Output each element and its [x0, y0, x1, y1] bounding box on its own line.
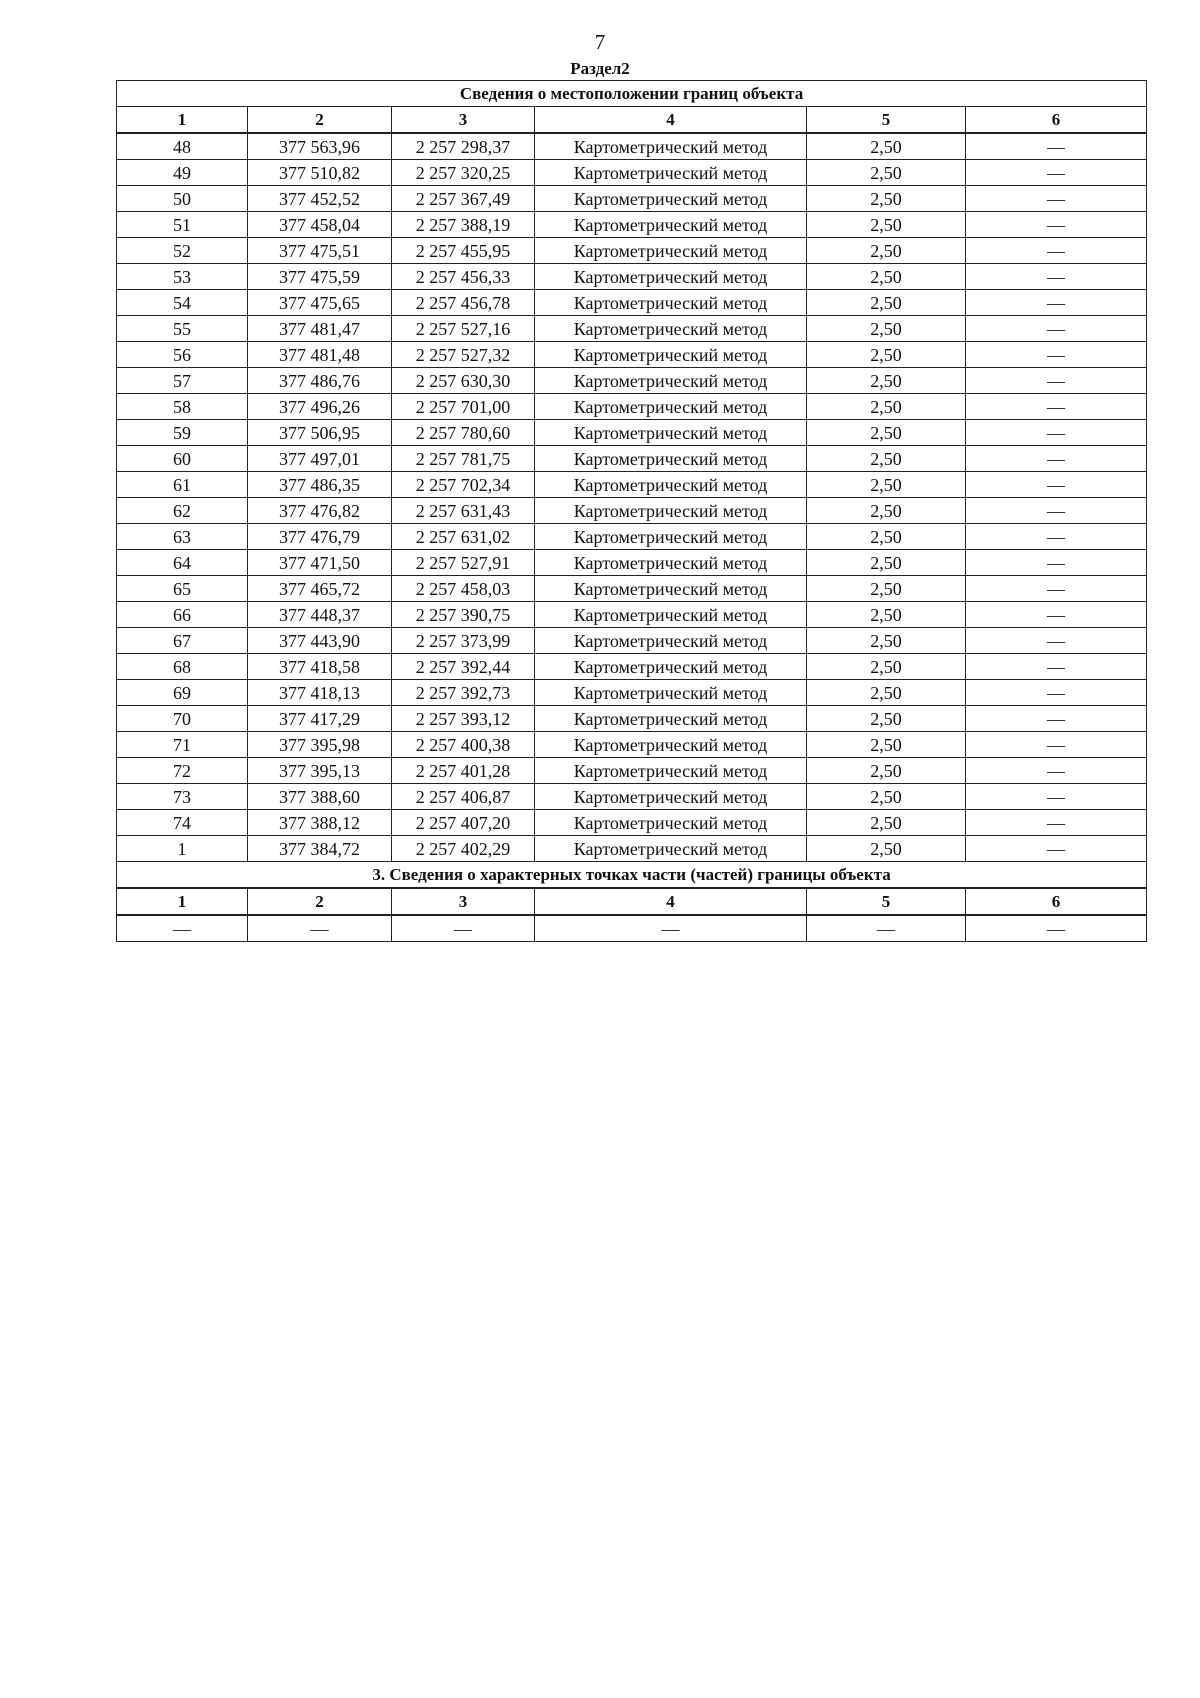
- table-row-cell: 64: [117, 550, 248, 576]
- table-row-cell: 377 481,47: [248, 316, 392, 342]
- table-row: [117, 602, 1147, 628]
- table-row-cell: —: [966, 784, 1147, 810]
- table-row-cell: 55: [117, 316, 248, 342]
- table-row-cell: 48: [117, 133, 248, 160]
- table-row-cell: 2,50: [807, 498, 966, 524]
- table-row-cell: —: [966, 394, 1147, 420]
- table-row: [117, 212, 1147, 238]
- table-row: [117, 732, 1147, 758]
- section-title: Раздел2: [570, 59, 630, 78]
- table-row-cell: Картометрический метод: [535, 290, 807, 316]
- table-row-cell: 2 257 388,19: [392, 212, 535, 238]
- table-row-cell: 2,50: [807, 342, 966, 368]
- column-header-row-cell: 3: [392, 888, 535, 915]
- table-row-cell: 377 443,90: [248, 628, 392, 654]
- table-row-cell: 2,50: [807, 446, 966, 472]
- table-row-cell: 2 257 527,91: [392, 550, 535, 576]
- column-header-row-cell: 3: [392, 107, 535, 134]
- table-row: [117, 342, 1147, 368]
- table-row-cell: 377 418,13: [248, 680, 392, 706]
- table-row-cell: 2 257 701,00: [392, 394, 535, 420]
- table-row-cell: —: [966, 446, 1147, 472]
- table-row-cell: 58: [117, 394, 248, 420]
- table-row-cell: 2,50: [807, 758, 966, 784]
- table-row-cell: —: [248, 915, 392, 942]
- table-caption-parts-text: 3. Сведения о характерных точках части (частей) границы объекта: [117, 862, 1147, 889]
- table-row-cell: 377 496,26: [248, 394, 392, 420]
- table-row-cell: Картометрический метод: [535, 810, 807, 836]
- table-row-cell: Картометрический метод: [535, 550, 807, 576]
- table-row-cell: —: [966, 706, 1147, 732]
- table-row-cell: Картометрический метод: [535, 186, 807, 212]
- table-row-cell: 2 257 298,37: [392, 133, 535, 160]
- column-header-row-cell: 2: [248, 888, 392, 915]
- table-row-cell: 2,50: [807, 706, 966, 732]
- table-row-cell: —: [966, 654, 1147, 680]
- table-row-cell: Картометрический метод: [535, 264, 807, 290]
- table-row-cell: 2 257 401,28: [392, 758, 535, 784]
- table-row: [117, 290, 1147, 316]
- table-row-cell: 69: [117, 680, 248, 706]
- table-row-cell: 2,50: [807, 290, 966, 316]
- table-row-cell: 2,50: [807, 472, 966, 498]
- table-row: [117, 186, 1147, 212]
- table-row-cell: —: [966, 420, 1147, 446]
- table-row-cell: 2,50: [807, 212, 966, 238]
- table-row-cell: 2,50: [807, 524, 966, 550]
- table-row-cell: 2 257 407,20: [392, 810, 535, 836]
- table-row-cell: 2 257 456,78: [392, 290, 535, 316]
- table-row-cell: 2,50: [807, 133, 966, 160]
- table-row-cell: 377 448,37: [248, 602, 392, 628]
- table-row-cell: Картометрический метод: [535, 368, 807, 394]
- table-row: [117, 758, 1147, 784]
- table-row-cell: —: [966, 680, 1147, 706]
- table-row-cell: 377 395,13: [248, 758, 392, 784]
- table-row-cell: 2,50: [807, 160, 966, 186]
- table-row: [117, 446, 1147, 472]
- table-row-cell: Картометрический метод: [535, 758, 807, 784]
- table-row-cell: 2 257 390,75: [392, 602, 535, 628]
- table-row-cell: Картометрический метод: [535, 420, 807, 446]
- table-row-cell: —: [966, 758, 1147, 784]
- table-row-cell: 2,50: [807, 394, 966, 420]
- table-row-cell: 50: [117, 186, 248, 212]
- table-row-cell: Картометрический метод: [535, 342, 807, 368]
- table-row-cell: 2,50: [807, 576, 966, 602]
- table-row-cell: 72: [117, 758, 248, 784]
- table-row-cell: —: [966, 576, 1147, 602]
- table-row: [117, 316, 1147, 342]
- table-row-cell: 2 257 455,95: [392, 238, 535, 264]
- table-row-cell: —: [966, 915, 1147, 942]
- table-row: [117, 706, 1147, 732]
- table-row-cell: 2,50: [807, 602, 966, 628]
- table-row-cell: Картометрический метод: [535, 628, 807, 654]
- table-row-cell: 2 257 631,02: [392, 524, 535, 550]
- table-row-cell: 377 506,95: [248, 420, 392, 446]
- table-row-cell: 2,50: [807, 186, 966, 212]
- table-row-cell: 377 388,12: [248, 810, 392, 836]
- table-row-cell: 2,50: [807, 368, 966, 394]
- table-row-cell: 377 476,82: [248, 498, 392, 524]
- column-header-row: [117, 888, 1147, 915]
- table-row-cell: —: [966, 472, 1147, 498]
- table-row: [117, 420, 1147, 446]
- table-row: [117, 836, 1147, 862]
- table-row-cell: Картометрический метод: [535, 524, 807, 550]
- table-row-cell: Картометрический метод: [535, 212, 807, 238]
- table-row-cell: —: [966, 550, 1147, 576]
- table-row-cell: 49: [117, 160, 248, 186]
- table-row-cell: 73: [117, 784, 248, 810]
- table-row-cell: 377 497,01: [248, 446, 392, 472]
- table-row-cell: —: [966, 602, 1147, 628]
- column-header-row-cell: 1: [117, 107, 248, 134]
- table-row-cell: —: [966, 264, 1147, 290]
- table-row-cell: 2,50: [807, 836, 966, 862]
- table-row-cell: Картометрический метод: [535, 680, 807, 706]
- table-row-cell: 63: [117, 524, 248, 550]
- table-row-cell: 2,50: [807, 654, 966, 680]
- table-row-cell: —: [966, 368, 1147, 394]
- table-row-cell: 377 418,58: [248, 654, 392, 680]
- table-row-cell: 2,50: [807, 420, 966, 446]
- table-row-cell: 2 257 456,33: [392, 264, 535, 290]
- table-row-cell: 2,50: [807, 238, 966, 264]
- table-row-cell: —: [966, 186, 1147, 212]
- table-caption: [117, 81, 1147, 107]
- table-row-cell: Картометрический метод: [535, 706, 807, 732]
- table-row-cell: 67: [117, 628, 248, 654]
- table-row-cell: 377 486,35: [248, 472, 392, 498]
- table-row: [117, 264, 1147, 290]
- column-header-row-cell: 5: [807, 107, 966, 134]
- table-row-cell: Картометрический метод: [535, 836, 807, 862]
- table-row-cell: 66: [117, 602, 248, 628]
- table-caption-parts: [117, 862, 1147, 889]
- table-row-cell: 2 257 780,60: [392, 420, 535, 446]
- table-row-cell: 2 257 367,49: [392, 186, 535, 212]
- table-row-cell: Картометрический метод: [535, 576, 807, 602]
- table-row-cell: 377 481,48: [248, 342, 392, 368]
- column-header-row-cell: 1: [117, 888, 248, 915]
- table-row-cell: 377 475,59: [248, 264, 392, 290]
- table-row-cell: 57: [117, 368, 248, 394]
- table-row: [117, 524, 1147, 550]
- column-header-row-cell: 4: [535, 888, 807, 915]
- table-row-cell: 2 257 631,43: [392, 498, 535, 524]
- table-row-cell: 377 395,98: [248, 732, 392, 758]
- column-header-row-cell: 6: [966, 107, 1147, 134]
- table-row-cell: 2,50: [807, 550, 966, 576]
- table-row-cell: Картометрический метод: [535, 784, 807, 810]
- column-header-row-cell: 6: [966, 888, 1147, 915]
- table-row-cell: 2 257 392,73: [392, 680, 535, 706]
- table-row-cell: 377 465,72: [248, 576, 392, 602]
- table-row-cell: 2,50: [807, 680, 966, 706]
- table-row-cell: 2,50: [807, 628, 966, 654]
- table-row: [117, 680, 1147, 706]
- table-row-cell: —: [966, 498, 1147, 524]
- table-row-cell: —: [966, 524, 1147, 550]
- table-row: [117, 550, 1147, 576]
- table-row-cell: Картометрический метод: [535, 602, 807, 628]
- table-row-cell: 52: [117, 238, 248, 264]
- table-row-cell: 2 257 373,99: [392, 628, 535, 654]
- table-row-cell: Картометрический метод: [535, 238, 807, 264]
- table-row-cell: Картометрический метод: [535, 316, 807, 342]
- table-row-cell: 377 388,60: [248, 784, 392, 810]
- table-row-cell: 56: [117, 342, 248, 368]
- table-row-cell: —: [117, 915, 248, 942]
- table-row: [117, 498, 1147, 524]
- table-row-cell: Картометрический метод: [535, 498, 807, 524]
- table-row-cell: —: [966, 316, 1147, 342]
- table-row-cell: 2 257 527,32: [392, 342, 535, 368]
- table-row: [117, 368, 1147, 394]
- table-row-cell: 2 257 630,30: [392, 368, 535, 394]
- table-row-cell: 377 471,50: [248, 550, 392, 576]
- table-row-cell: 377 384,72: [248, 836, 392, 862]
- table-row-cell: 51: [117, 212, 248, 238]
- boundary-table: [116, 80, 1147, 942]
- table-row-cell: —: [535, 915, 807, 942]
- table-row-cell: —: [966, 160, 1147, 186]
- table-row: [117, 654, 1147, 680]
- table-row-cell: —: [966, 238, 1147, 264]
- table-row: [117, 472, 1147, 498]
- column-header-row-cell: 2: [248, 107, 392, 134]
- table-row-cell: 70: [117, 706, 248, 732]
- table-row: [117, 784, 1147, 810]
- table-row-cell: 2 257 458,03: [392, 576, 535, 602]
- table-row-cell: 54: [117, 290, 248, 316]
- table-row-cell: 60: [117, 446, 248, 472]
- table-row-cell: 2 257 406,87: [392, 784, 535, 810]
- table-row-cell: —: [966, 342, 1147, 368]
- table-row-cell: 71: [117, 732, 248, 758]
- table-row: [117, 394, 1147, 420]
- table-row-cell: —: [966, 836, 1147, 862]
- table-row-cell: 62: [117, 498, 248, 524]
- table-row-cell: 377 475,65: [248, 290, 392, 316]
- table-row-cell: 2 257 702,34: [392, 472, 535, 498]
- table-row-cell: Картометрический метод: [535, 160, 807, 186]
- table-row-cell: 2 257 527,16: [392, 316, 535, 342]
- table-row: [117, 160, 1147, 186]
- table-row-cell: Картометрический метод: [535, 446, 807, 472]
- table-row-cell: 2 257 393,12: [392, 706, 535, 732]
- column-header-row-cell: 5: [807, 888, 966, 915]
- table-row-cell: 377 417,29: [248, 706, 392, 732]
- table-row-cell: 2,50: [807, 264, 966, 290]
- table-row: [117, 810, 1147, 836]
- table-row-cell: 377 510,82: [248, 160, 392, 186]
- table-row-cell: Картометрический метод: [535, 133, 807, 160]
- table-row-cell: —: [966, 732, 1147, 758]
- table-row-cell: 377 475,51: [248, 238, 392, 264]
- table-row-cell: —: [966, 133, 1147, 160]
- table-row-cell: —: [392, 915, 535, 942]
- table-row-cell: 53: [117, 264, 248, 290]
- boundary-table-body: [117, 81, 1147, 942]
- table-row-cell: 377 563,96: [248, 133, 392, 160]
- table-row-cell: 61: [117, 472, 248, 498]
- table-row-cell: 74: [117, 810, 248, 836]
- table-row-cell: Картометрический метод: [535, 394, 807, 420]
- table-row: [117, 915, 1147, 942]
- table-row: [117, 238, 1147, 264]
- table-row-cell: 2,50: [807, 316, 966, 342]
- table-row-cell: —: [966, 212, 1147, 238]
- table-row-cell: 377 486,76: [248, 368, 392, 394]
- table-row-cell: 2,50: [807, 810, 966, 836]
- table-row-cell: Картометрический метод: [535, 654, 807, 680]
- table-row-cell: 2 257 320,25: [392, 160, 535, 186]
- table-row-cell: —: [966, 628, 1147, 654]
- column-header-row: [117, 107, 1147, 134]
- table-row-cell: 377 476,79: [248, 524, 392, 550]
- table-row-cell: —: [966, 810, 1147, 836]
- table-row-cell: 2 257 400,38: [392, 732, 535, 758]
- table-row-cell: 377 458,04: [248, 212, 392, 238]
- table-caption-text: Сведения о местоположении границ объекта: [117, 81, 1147, 107]
- table-row-cell: 2 257 781,75: [392, 446, 535, 472]
- table-row-cell: 2 257 392,44: [392, 654, 535, 680]
- table-row-cell: Картометрический метод: [535, 732, 807, 758]
- table-row-cell: 1: [117, 836, 248, 862]
- column-header-row-cell: 4: [535, 107, 807, 134]
- table-row-cell: 68: [117, 654, 248, 680]
- table-row-cell: —: [807, 915, 966, 942]
- table-row: [117, 628, 1147, 654]
- table-row: [117, 133, 1147, 160]
- table-row-cell: 65: [117, 576, 248, 602]
- table-row-cell: 2,50: [807, 732, 966, 758]
- table-row-cell: 2 257 402,29: [392, 836, 535, 862]
- table-row: [117, 576, 1147, 602]
- page-number: 7: [594, 30, 606, 54]
- table-row-cell: Картометрический метод: [535, 472, 807, 498]
- table-row-cell: 2,50: [807, 784, 966, 810]
- table-row-cell: 377 452,52: [248, 186, 392, 212]
- table-row-cell: 59: [117, 420, 248, 446]
- table-row-cell: —: [966, 290, 1147, 316]
